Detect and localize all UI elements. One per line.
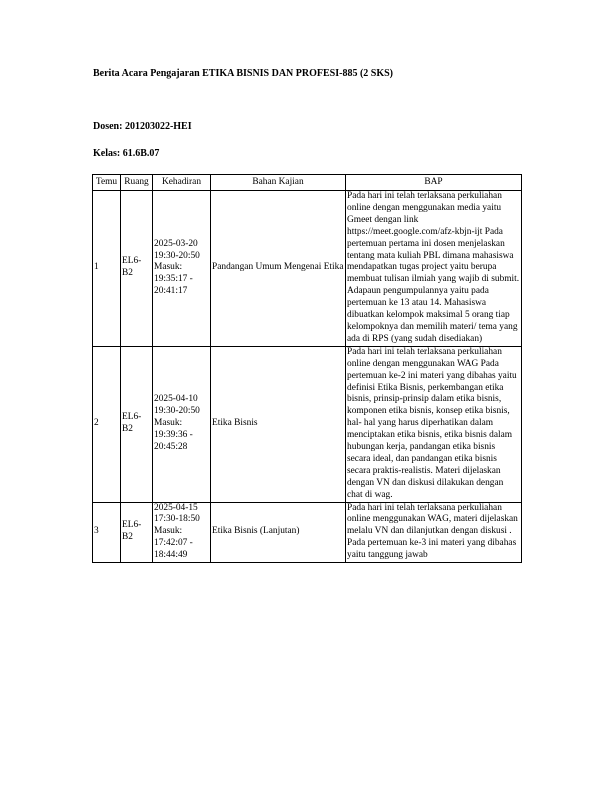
teaching-record-table bbox=[92, 174, 522, 563]
cell-bap: Pada hari ini telah terlaksana perkuliahan online dengan menggunakan media yaitu Gmeet dengan link https://meet.google.com/afz-kbjn-ijt Pada pertemuan pertama ini dosen menjelaskan tentang mata kuliah PBL dimana mahasiswa mendapatkan tugas project yaitu berupa membuat tulisan ilmiah yang wajib di submit. Adapaun pengumpulannya yaitu pada pertemuan ke 13 atau 14. Mahasiswa dibuatkan kelompok maksimal 5 orang tiap kelompoknya dan memilih materi/ tema yang ada di RPS (yang sudah disediakan) bbox=[346, 191, 522, 347]
cell-ruang: EL6-B2 bbox=[121, 346, 153, 502]
class-info: Kelas: 61.6B.07 bbox=[93, 148, 160, 159]
cell-temu: 3 bbox=[93, 502, 121, 563]
table-row bbox=[93, 502, 522, 563]
table-header-row bbox=[93, 175, 522, 191]
cell-kehadiran: 2025-04-10 19:30-20:50 Masuk: 19:39:36 - 20:45:28 bbox=[153, 346, 211, 502]
cell-bahan-kajian: Pandangan Umum Mengenai Etika bbox=[211, 191, 346, 347]
column-header-bahan-kajian: Bahan Kajian bbox=[211, 175, 346, 191]
column-header-temu: Temu bbox=[93, 175, 121, 191]
column-header-ruang: Ruang bbox=[121, 175, 153, 191]
cell-kehadiran: 2025-04-15 17:30-18:50 Masuk: 17:42:07 - 18:44:49 bbox=[153, 502, 211, 563]
cell-ruang: EL6-B2 bbox=[121, 191, 153, 347]
cell-bahan-kajian: Etika Bisnis bbox=[211, 346, 346, 502]
table-row bbox=[93, 346, 522, 502]
page-title: Berita Acara Pengajaran ETIKA BISNIS DAN PROFESI-885 (2 SKS) bbox=[93, 68, 394, 79]
cell-temu: 1 bbox=[93, 191, 121, 347]
column-header-bap: BAP bbox=[346, 175, 522, 191]
cell-kehadiran: 2025-03-20 19:30-20:50 Masuk: 19:35:17 - 20:41:17 bbox=[153, 191, 211, 347]
cell-bap: Pada hari ini telah terlaksana perkuliahan online menggunakan WAG, materi dijelaskan melalu VN dan dilanjutkan dengan diskusi . Pada pertemuan ke-3 ini materi yang dibahas yaitu tanggung jawab bbox=[346, 502, 522, 563]
column-header-kehadiran: Kehadiran bbox=[153, 175, 211, 191]
cell-temu: 2 bbox=[93, 346, 121, 502]
cell-ruang: EL6-B2 bbox=[121, 502, 153, 563]
table-row bbox=[93, 191, 522, 347]
lecturer-info: Dosen: 201203022-HEI bbox=[93, 121, 192, 132]
table-viewport bbox=[92, 174, 524, 715]
cell-bap: Pada hari ini telah terlaksana perkuliahan online dengan menggunakan WAG Pada pertemuan ke-2 ini materi yang dibahas yaitu definisi Etika Bisnis, perkembangan etika bisnis, prinsip-prinsip dalam etika bisnis, komponen etika bisnis, konsep etika bisnis, hal- hal yang harus diperhatikan dalam menciptakan etika bisnis, etika bisnis dalam hubungan kerja, pandangan etika bisnis secara ideal, dan pandangan etika bisnis secara praktis-realistis. Materi dijelaskan dengan VN dan diskusi dilakukan dengan chat di wag. bbox=[346, 346, 522, 502]
cell-bahan-kajian: Etika Bisnis (Lanjutan) bbox=[211, 502, 346, 563]
